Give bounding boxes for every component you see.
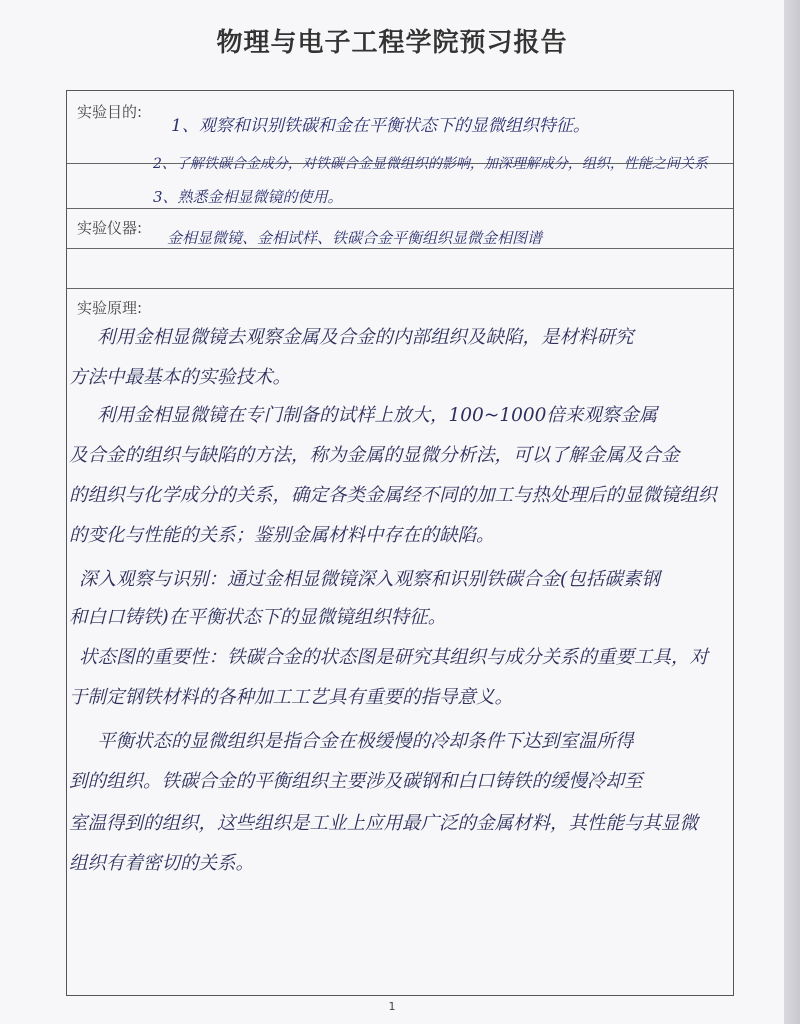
- purpose-line-1: 1、观察和识别铁碳和金在平衡状态下的显微组织特征。: [171, 116, 590, 136]
- purpose-line-3: 3、熟悉金相显微镜的使用。: [153, 188, 343, 206]
- principle-line: 室温得到的组织，这些组织是工业上应用最广泛的金属材料，其性能与其显微: [69, 813, 699, 834]
- principle-line: 组织有着密切的关系。: [69, 853, 255, 874]
- principle-label: 实验原理:: [77, 299, 143, 317]
- page-number: 1: [388, 1000, 396, 1013]
- principle-line: 平衡状态的显微组织是指合金在极缓慢的冷却条件下达到室温所得: [97, 731, 634, 752]
- principle-line: 到的组织。铁碳合金的平衡组织主要涉及碳钢和白口铸铁的缓慢冷却至: [69, 771, 643, 792]
- purpose-line-2: 2、了解铁碳合金成分，对铁碳合金显微组织的影响，加深理解成分，组织，性能之间关系: [153, 156, 708, 172]
- principle-line: 及合金的组织与缺陷的方法，称为金属的显微分析法，可以了解金属及合金: [69, 445, 680, 466]
- principle-line: 的组织与化学成分的关系，确定各类金属经不同的加工与热处理后的显微镜组织: [69, 485, 717, 506]
- report-title: 物理与电子工程学院预习报告: [216, 28, 568, 58]
- principle-line: 状态图的重要性：铁碳合金的状态图是研究其组织与成分关系的重要工具，对: [79, 647, 709, 668]
- row-divider: [67, 288, 733, 289]
- principle-line: 利用金相显微镜在专门制备的试样上放大，100~1000倍来观察金属: [97, 405, 658, 426]
- report-frame: [66, 90, 734, 996]
- row-divider: [67, 248, 733, 249]
- principle-line: 深入观察与识别：通过金相显微镜深入观察和识别铁碳合金(包括碳素钢: [79, 569, 660, 590]
- purpose-label: 实验目的:: [77, 103, 143, 121]
- page-edge: [784, 0, 800, 1024]
- instruments-text: 金相显微镜、金相试样、铁碳合金平衡组织显微金相图谱: [167, 229, 543, 247]
- principle-line: 方法中最基本的实验技术。: [69, 367, 292, 388]
- row-divider: [67, 208, 733, 209]
- principle-line: 于制定钢铁材料的各种加工工艺具有重要的指导意义。: [69, 687, 514, 708]
- instruments-label: 实验仪器:: [77, 219, 143, 237]
- principle-line: 的变化与性能的关系；鉴别金属材料中存在的缺陷。: [69, 525, 495, 546]
- principle-line: 和白口铸铁)在平衡状态下的显微镜组织特征。: [69, 607, 447, 628]
- principle-line: 利用金相显微镜去观察金属及合金的内部组织及缺陷，是材料研究: [97, 327, 634, 348]
